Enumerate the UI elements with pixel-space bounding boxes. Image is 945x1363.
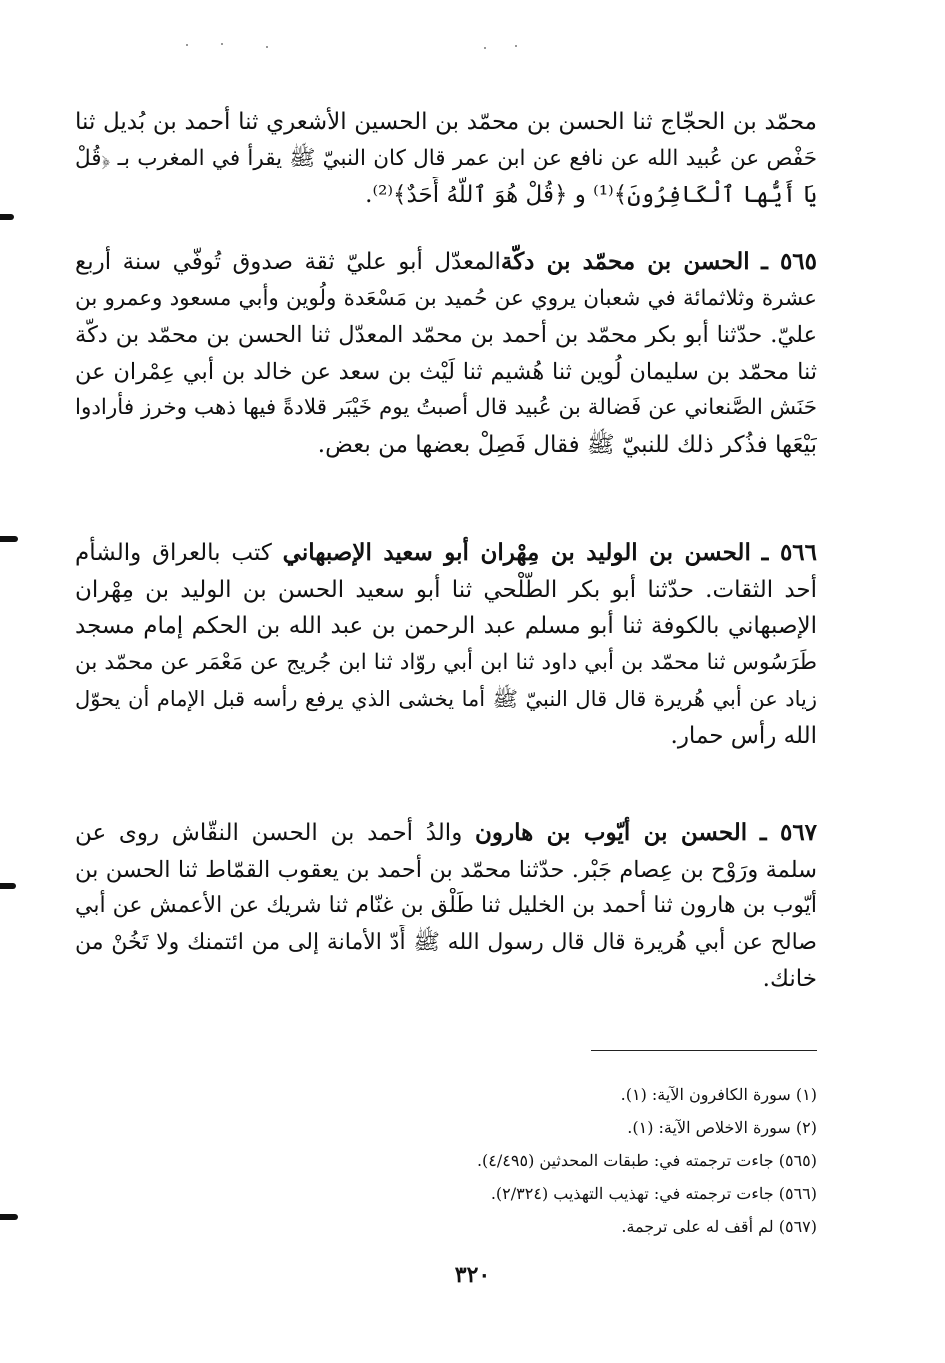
footnote: (١) سورة الكافرون الآية: (١). xyxy=(620,1085,817,1104)
entry-line: ثنا محمّد بن سليمان لُوين ثنا هُشيم ثنا لَيْث بن سعد عن خالد بن أبي عِمْران عن xyxy=(75,358,817,385)
entry-566 xyxy=(75,535,817,754)
page-number: ٣٢٠ xyxy=(454,1262,491,1288)
entry-first-line-text: كتب بالعراق والشأم xyxy=(75,540,272,566)
entry-line: زياد عن أبي هُريرة قال قال النبيّ ﷺ أما يخشى الذي يرفع رأسه قبل الإمام أن يحوّل xyxy=(75,687,817,711)
entry-number: ٥٦٦ ـ xyxy=(761,539,817,566)
entry-name: الحسن بن محمّد بن دكّة xyxy=(500,248,750,275)
entry-first-line-text: المعدّل أبو عليّ ثقة صدوق تُوفّي سنة أربع xyxy=(75,249,501,275)
footnote: (٢) سورة الاخلاص الآية: (١). xyxy=(627,1118,817,1137)
scan-speck xyxy=(266,46,268,48)
entry-number: ٥٦٥ ـ xyxy=(761,248,817,275)
intro-line: يَا أَيُّها ٱلْكَافِرُونَ﴾⁽¹⁾ و ﴿قُلْ هُوَ ٱللَّهُ أَحَدٌ﴾⁽²⁾. xyxy=(365,182,817,208)
scan-edge-mark xyxy=(0,883,16,889)
entry-line: طَرَسُوس ثنا محمّد بن أبي داود ثنا ابن أبي روّاد ثنا ابن جُريج عن مَعْمَر عن محمّد بن xyxy=(75,649,817,675)
entry-line: خانك. xyxy=(762,966,817,992)
scan-edge-mark xyxy=(0,1214,18,1220)
entry-line: بَيْعَها فذُكر ذلك للنبيّ ﷺ فقال فَصِلْ بعضها من بعض. xyxy=(317,431,817,458)
entry-line: أيّوب بن هارون ثنا أحمد بن الخليل ثنا طَلْق بن غنّام ثنا شريك عن الأعمش عن أبي xyxy=(75,893,817,918)
entry-first-line-text: والدُ أحمد بن الحسن النقّاش روى عن xyxy=(75,820,463,846)
intro-line: حَفْص عن عُبيد الله عن نافع عن ابن عمر قال كان النبيّ ﷺ يقرأ في المغرب بـ ﴿قُلْ xyxy=(75,145,817,171)
entry-name: الحسن بن أيّوب بن هارون xyxy=(475,819,748,846)
entry-name: الحسن بن الوليد بن مِهْران أبو سعيد الإصبهاني xyxy=(282,539,751,566)
entry-line: أحد الثقات. حدّثنا أبو بكر الطَّلْحي ثنا أبو سعيد الحسن بن الوليد بن مِهْران xyxy=(75,576,817,603)
entry-line: صالح عن أبي هُريرة قال قال رسول الله ﷺ أَدّ الأمانة إلى من ائتمنك ولا تَخُنْ من xyxy=(75,929,817,955)
entry-line: عشرة وثلاثمائة في شعبان يروي عن حُميد بن مَسْعَدة ولُوين وأبي مسعود وعمرو بن xyxy=(75,285,817,311)
footnote: (٥٦٧) لم أقف له على ترجمة. xyxy=(621,1217,817,1236)
scan-speck xyxy=(515,45,517,47)
scan-edge-mark xyxy=(0,536,18,542)
entry-567 xyxy=(75,815,817,998)
entry-first-line xyxy=(75,815,817,852)
footnote: (٥٦٦) جاءت ترجمته في: تهذيب التهذيب (٢/٣٢٤). xyxy=(490,1184,817,1203)
scan-edge-mark xyxy=(0,214,14,220)
entry-line: عليّ. حدّثنا أبو بكر محمّد بن أحمد بن محمّد المعدّل ثنا الحسن بن محمّد بن دكّة xyxy=(75,322,817,348)
entry-line: سلمة ورَوْح بن عِصام جَبْر. حدّثنا محمّد بن أحمد بن يعقوب القمّاط ثنا الحسن بن xyxy=(75,856,817,883)
entry-line: الإصبهاني بالكوفة ثنا أبو مسلم عبد الرحمن بن عبد الله بن الحكم إمام مسجد xyxy=(75,613,817,639)
intro-paragraph xyxy=(75,104,817,214)
scan-speck xyxy=(221,43,223,45)
entry-number: ٥٦٧ ـ xyxy=(759,819,817,846)
footnote: (٥٦٥) جاءت ترجمته في: طبقات المحدثين (٤/٤٩٥). xyxy=(476,1151,817,1170)
entry-first-line xyxy=(75,535,817,572)
entry-first-line xyxy=(75,244,817,281)
entry-565 xyxy=(75,244,817,463)
intro-line: محمّد بن الحجّاج ثنا الحسن بن محمّد بن الحسين الأشعري ثنا أحمد بن بُديل ثنا xyxy=(75,109,817,135)
entry-line: حَنَش الصَّنعاني عن فَضالة بن عُبيد قال أصبتُ يوم خَيْبَر قلادةً فيها ذهب وخرز فأرادوا xyxy=(75,395,817,420)
scan-speck xyxy=(186,44,188,46)
footnote-separator xyxy=(591,1050,817,1051)
entry-line: الله رأس حمار. xyxy=(670,722,817,749)
scan-speck xyxy=(484,47,486,49)
footnotes xyxy=(117,1078,817,1243)
